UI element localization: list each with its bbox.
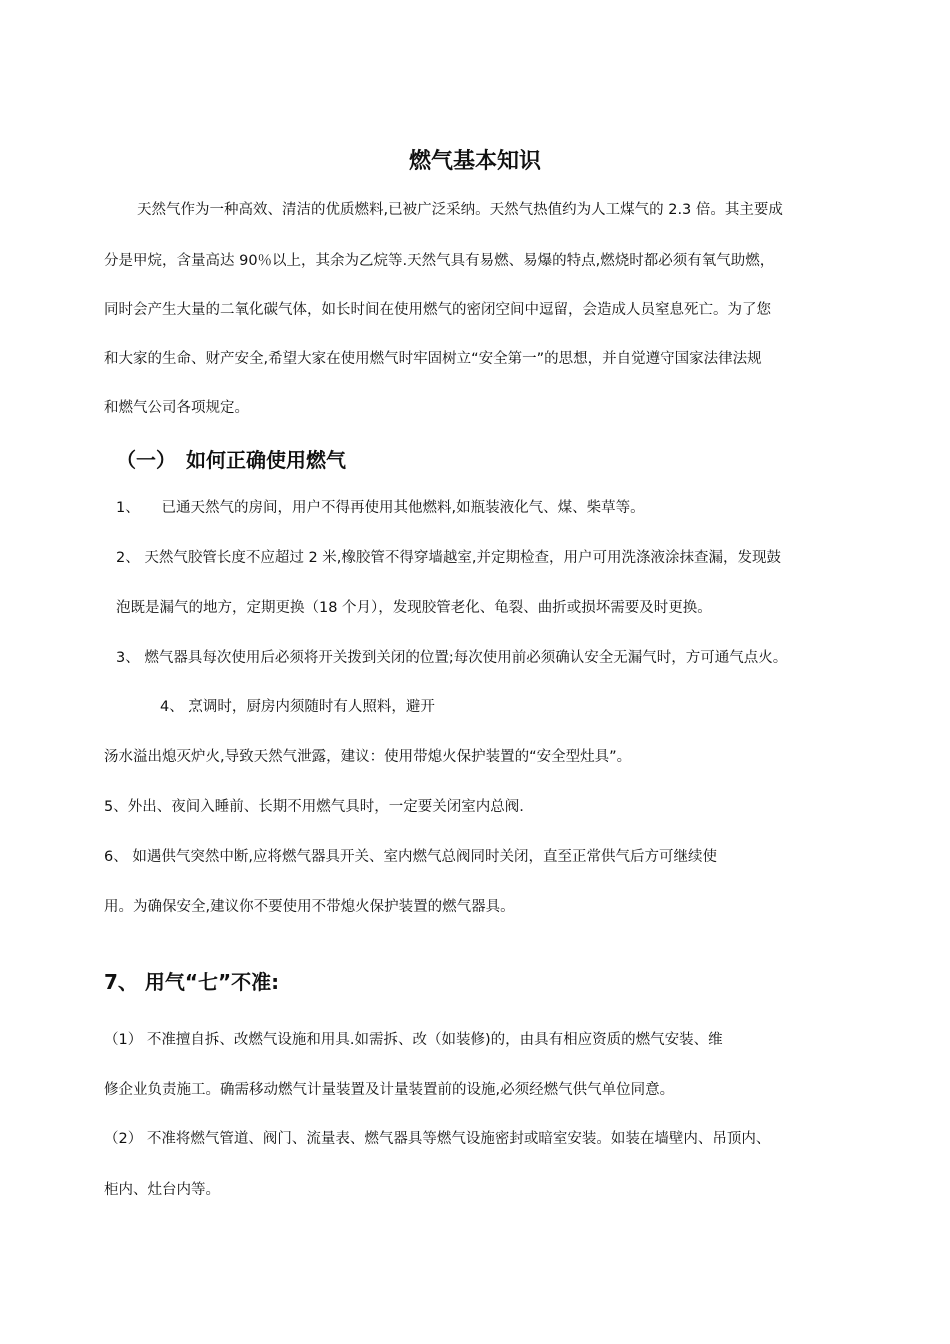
list-item: 4、 烹调时，厨房内须随时有人照料，避开 xyxy=(160,699,435,715)
list-item: （2） 不准将燃气管道、阀门、流量表、燃气器具等燃气设施密封或暗室安装。如装在墙壁内、吊顶内、 xyxy=(104,1131,771,1147)
list-item: 6、 如遇供气突然中断,应将燃气器具开关、室内燃气总阀同时关闭，直至正常供气后方可继续使 xyxy=(104,849,717,865)
list-item: （1） 不准擅自拆、改燃气设施和用具.如需拆、改（如装修)的，由具有相应资质的燃气安装、维 xyxy=(104,1032,723,1048)
intro-line: 分是甲烷，含量高达 90％以上，其余为乙烷等.天然气具有易燃、易爆的特点,燃烧时都必须有氧气助燃， xyxy=(104,253,775,269)
list-item: 5、外出、夜间入睡前、长期不用燃气具时，一定要关闭室内总阀. xyxy=(104,799,524,815)
intro-line: 同时会产生大量的二氧化碳气体，如长时间在使用燃气的密闭空间中逗留，会造成人员窒息死亡。为了您 xyxy=(104,302,771,318)
intro-line: 和大家的生命、财产安全,希望大家在使用燃气时牢固树立“安全第一”的思想，并自觉遵守国家法律法规 xyxy=(104,351,762,367)
list-item: 用。为确保安全,建议你不要使用不带熄火保护装置的燃气器具。 xyxy=(104,899,515,915)
intro-line: 和燃气公司各项规定。 xyxy=(104,400,249,416)
list-item: 泡既是漏气的地方，定期更换（18 个月），发现胶管老化、龟裂、曲折或损坏需要及时更换。 xyxy=(116,600,712,616)
list-item: 修企业负责施工。确需移动燃气计量装置及计量装置前的设施,必须经燃气供气单位同意。 xyxy=(104,1082,675,1098)
page-title: 燃气基本知识 xyxy=(408,149,541,174)
list-item: 汤水溢出熄灭炉火,导致天然气泄露，建议：使用带熄火保护装置的“安全型灶具”。 xyxy=(104,749,632,765)
list-item: 1、 已通天然气的房间，用户不得再使用其他燃料,如瓶装液化气、煤、柴草等。 xyxy=(116,500,645,516)
section-heading-seven-rules: 7、 用气“七”不准: xyxy=(104,970,280,994)
intro-line: 天然气作为一种高效、清洁的优质燃料,已被广泛采纳。天然气热值约为人工煤气的 2.3 倍。其主要成 xyxy=(137,202,783,218)
list-item: 3、 燃气器具每次使用后必须将开关拨到关闭的位置;每次使用前必须确认安全无漏气时，方可通气点火。 xyxy=(116,650,788,666)
list-item: 柜内、灶台内等。 xyxy=(104,1182,220,1198)
list-item: 2、 天然气胶管长度不应超过 2 米,橡胶管不得穿墙越室,并定期检查，用户可用洗涤液涂抹查漏，发现鼓 xyxy=(116,550,781,566)
section-heading-usage: （一） 如何正确使用燃气 xyxy=(116,448,346,472)
